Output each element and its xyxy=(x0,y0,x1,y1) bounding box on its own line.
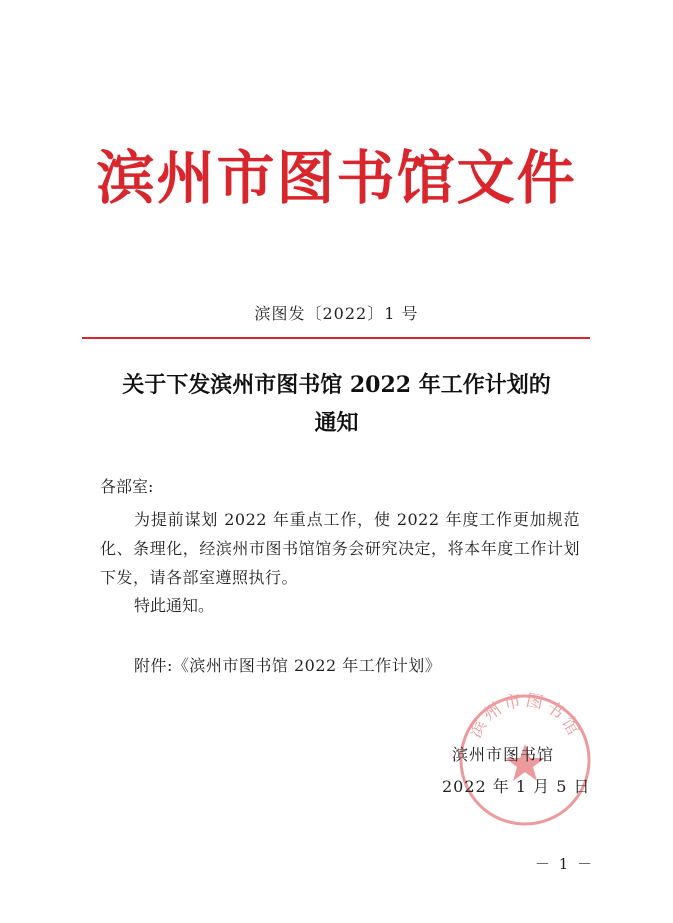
svg-text:滨州市图书馆: 滨州市图书馆 xyxy=(465,690,585,742)
signing-date: 2022 年 1 月 5 日 xyxy=(442,777,591,796)
title-line-2: 通知 xyxy=(314,410,359,436)
body-paragraph: 为提前谋划 2022 年重点工作，使 2022 年度工作更加规范化、条理化，经滨州市图书馆馆务会研究决定，将本年度工作计划下发，请各部室遵照执行。 xyxy=(100,510,580,587)
document-number: 滨图发〔2022〕1 号 xyxy=(254,304,419,323)
document-title xyxy=(60,366,613,442)
title-line-1: 关于下发滨州市图书馆 2022 年工作计划的 xyxy=(122,372,551,398)
masthead-title: 滨州市图书馆文件 xyxy=(96,144,577,212)
addressee: 各部室: xyxy=(100,477,154,496)
red-divider xyxy=(82,337,590,339)
page-number: － 1 － xyxy=(535,855,595,873)
attachment-line: 附件:《滨州市图书馆 2022 年工作计划》 xyxy=(134,656,442,675)
signatory: 滨州市图书馆 xyxy=(452,745,555,764)
closing-notice: 特此通知。 xyxy=(134,596,215,615)
